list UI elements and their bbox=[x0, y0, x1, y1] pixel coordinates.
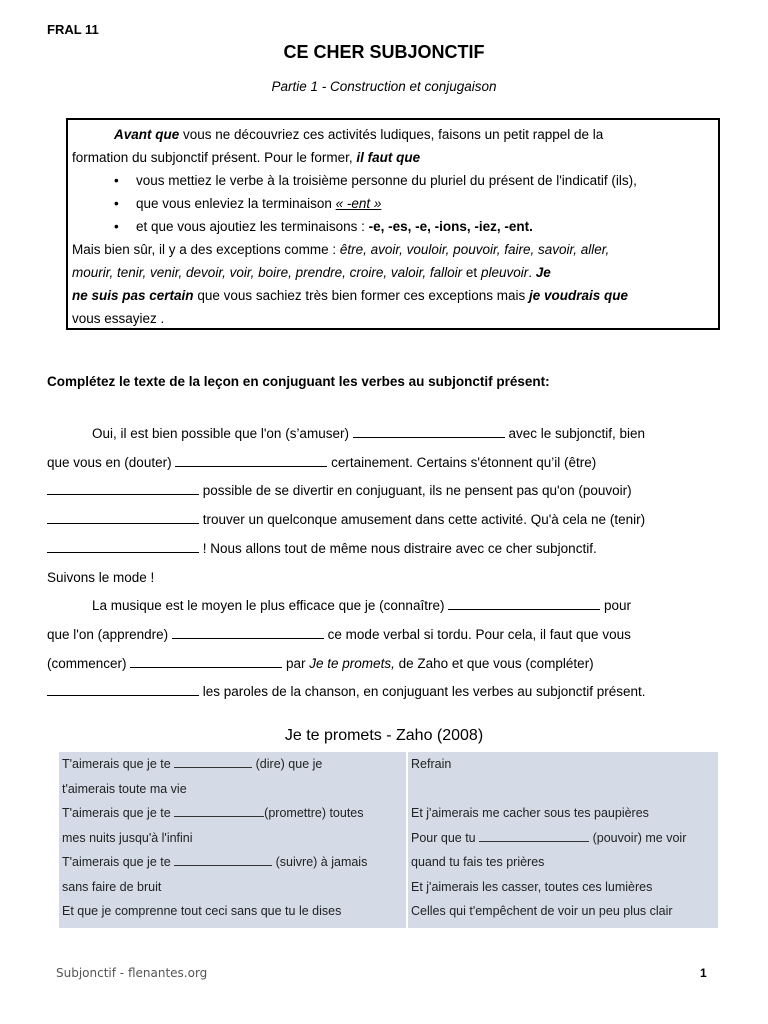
exercise-text bbox=[47, 420, 727, 707]
rule-box bbox=[66, 118, 720, 330]
answer-blank[interactable] bbox=[448, 595, 600, 610]
closing-line1: ne suis pas certain que vous sachiez très bien former ces exceptions mais je voudrais que bbox=[72, 288, 628, 303]
lyric-blank[interactable] bbox=[174, 853, 272, 866]
exceptions-line2: mourir, tenir, venir, devoir, voir, boire, prendre, croire, valoir, falloir et pleuvoir. Je bbox=[72, 265, 551, 280]
exercise-line: trouver un quelconque amusement dans cette activité. Qu'à cela ne (tenir) bbox=[47, 506, 727, 535]
exercise-line: que l'on (apprendre) ce mode verbal si tordu. Pour cela, il faut que vous bbox=[47, 621, 727, 650]
lyrics-column-right bbox=[408, 752, 718, 928]
bullet-icon: • bbox=[114, 196, 119, 211]
lyric-blank[interactable] bbox=[174, 755, 252, 768]
rule-bullet-item: • et que vous ajoutiez les terminaisons : -e, -es, -e, -ions, -iez, -ent. bbox=[72, 215, 718, 238]
rule-intro-line2: formation du subjonctif présent. Pour le former, il faut que bbox=[72, 150, 421, 165]
lyric-line: Et j'aimerais me cacher sous tes paupières bbox=[411, 806, 649, 820]
exercise-line: Suivons le mode ! bbox=[47, 569, 155, 585]
rule-intro-line1: Avant que vous ne découvriez ces activités ludiques, faisons un petit rappel de la bbox=[114, 127, 604, 142]
lyric-line-empty bbox=[411, 777, 718, 802]
answer-blank[interactable] bbox=[47, 509, 199, 524]
lyric-line: mes nuits jusqu'à l'infini bbox=[62, 830, 193, 845]
exercise-line: ! Nous allons tout de même nous distraire avec ce cher subjonctif. bbox=[47, 535, 727, 564]
lyric-line: quand tu fais tes prières bbox=[411, 855, 545, 869]
rule-bullet-item: • que vous enleviez la terminaison « -ent » bbox=[72, 192, 718, 215]
song-title: Je te promets - Zaho (2008) bbox=[284, 727, 484, 744]
exercise-instruction: Complétez le texte de la leçon en conjuguant les verbes au subjonctif présent: bbox=[47, 374, 550, 389]
exercise-line: (commencer) par Je te promets, de Zaho et que vous (compléter) bbox=[47, 650, 727, 679]
lyric-line: Refrain bbox=[411, 757, 452, 771]
lyric-blank[interactable] bbox=[479, 829, 589, 842]
lyric-line: T'aimerais que je te (suivre) à jamais bbox=[62, 855, 368, 869]
song-reference: Je te promets, bbox=[309, 655, 395, 671]
lyric-line: Celles qui t'empêchent de voir un peu plus clair bbox=[411, 904, 673, 918]
exercise-line: Oui, il est bien possible que l'on (s’amuser) avec le subjonctif, bien bbox=[47, 420, 727, 449]
lyric-line: T'aimerais que je te (promettre) toutes bbox=[62, 806, 364, 820]
footer-source: Subjonctif - flenantes.org bbox=[56, 966, 208, 980]
exercise-line: possible de se divertir en conjuguant, ils ne pensent pas qu'on (pouvoir) bbox=[47, 477, 727, 506]
lyric-line: Pour que tu (pouvoir) me voir bbox=[411, 830, 687, 845]
lyric-line: sans faire de bruit bbox=[62, 879, 162, 894]
rule-bullet-item: • vous mettiez le verbe à la troisième personne du pluriel du présent de l'indicatif (ils), bbox=[72, 169, 718, 192]
ending-ent: « -ent » bbox=[335, 196, 382, 211]
song-lyrics-table bbox=[59, 752, 718, 928]
closing-line2: vous essayiez . bbox=[72, 311, 165, 326]
lyric-line: Et j'aimerais les casser, toutes ces lumières bbox=[411, 879, 653, 894]
bullet-icon: • bbox=[114, 219, 119, 234]
page-number: 1 bbox=[700, 966, 707, 980]
answer-blank[interactable] bbox=[172, 624, 324, 639]
course-code: FRAL 11 bbox=[47, 22, 99, 37]
lyric-line: T'aimerais que je te (dire) que je bbox=[62, 757, 323, 771]
exceptions-line1: Mais bien sûr, il y a des exceptions comme : être, avoir, vouloir, pouvoir, faire, savoir, aller, bbox=[72, 242, 610, 257]
page-title: CE CHER SUBJONCTIF bbox=[283, 42, 485, 62]
exercise-line: La musique est le moyen le plus efficace que je (connaître) pour bbox=[47, 592, 727, 621]
answer-blank[interactable] bbox=[175, 452, 327, 467]
answer-blank[interactable] bbox=[353, 423, 505, 438]
answer-blank[interactable] bbox=[47, 480, 199, 495]
answer-blank[interactable] bbox=[130, 653, 282, 668]
exercise-line: les paroles de la chanson, en conjuguant les verbes au subjonctif présent. bbox=[47, 678, 727, 707]
rule-bullet-list bbox=[72, 169, 718, 238]
lyric-line: t'aimerais toute ma vie bbox=[62, 781, 187, 796]
answer-blank[interactable] bbox=[47, 538, 199, 553]
page-subtitle: Partie 1 - Construction et conjugaison bbox=[271, 79, 497, 94]
lyrics-column-left bbox=[59, 752, 408, 928]
exercise-line: que vous en (douter) certainement. Certains s'étonnent qu’il (être) bbox=[47, 449, 727, 478]
bullet-icon: • bbox=[114, 173, 119, 188]
lyric-line: Et que je comprenne tout ceci sans que tu le dises bbox=[62, 904, 342, 918]
lyric-blank[interactable] bbox=[174, 804, 264, 817]
answer-blank[interactable] bbox=[47, 681, 199, 696]
